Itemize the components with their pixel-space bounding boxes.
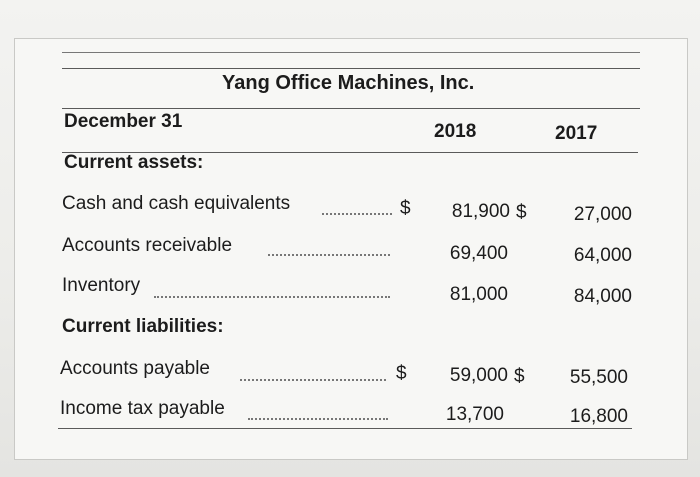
title-rule [62,108,640,109]
leader-dots [240,379,386,381]
row-label-cash: Cash and cash equivalents [62,193,291,214]
row-label-accounts-payable: Accounts payable [60,358,210,379]
leader-dots [322,213,392,215]
currency-symbol: $ [396,363,407,384]
row-label-accounts-receivable: Accounts receivable [62,235,233,256]
accounts-receivable-2017-value: 64,000 [573,245,632,266]
period-label: December 31 [64,111,183,132]
column-header-2017: 2017 [555,123,598,144]
income-tax-payable-2017-value: 16,800 [569,406,628,427]
currency-symbol: $ [514,366,525,387]
inventory-2017-value: 84,000 [573,286,632,307]
bottom-rule [58,428,632,429]
statement-title: Yang Office Machines, Inc. [222,72,475,94]
accounts-receivable-2018-value: 69,400 [449,243,508,264]
row-label-income-tax-payable: Income tax payable [60,398,225,419]
section-heading-current-assets: Current assets: [64,152,204,173]
row-label-inventory: Inventory [62,275,141,296]
accounts-payable-2018-value: 59,000 [449,365,508,386]
currency-symbol: $ [516,202,527,223]
accounts-payable-2017-value: 55,500 [569,367,628,388]
section-heading-current-liabilities: Current liabilities: [62,316,224,337]
leader-dots [154,296,390,298]
income-tax-payable-2018-value: 13,700 [445,404,504,425]
column-header-2018: 2018 [434,121,477,142]
top-rule-2 [62,68,640,69]
cash-2018-value: 81,900 [451,201,510,222]
top-rule [62,52,640,53]
leader-dots [248,418,388,420]
leader-dots [268,254,390,256]
inventory-2018-value: 81,000 [449,284,508,305]
currency-symbol: $ [400,198,411,219]
cash-2017-value: 27,000 [573,204,632,225]
